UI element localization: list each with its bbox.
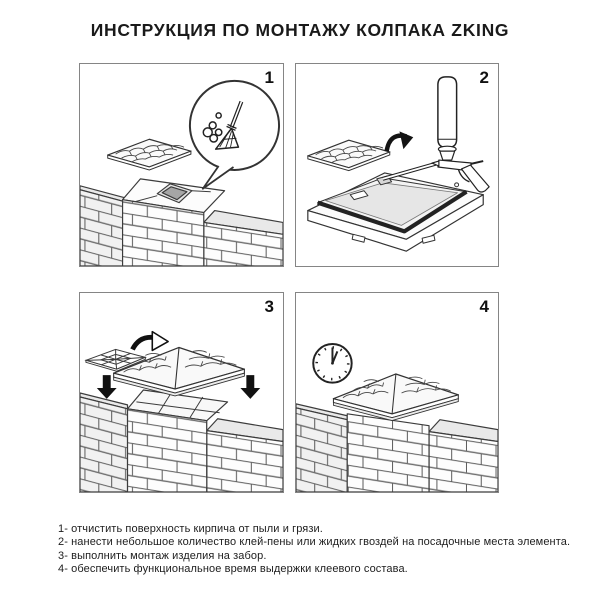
step-number-2: 2 bbox=[479, 68, 489, 87]
step-number-3: 3 bbox=[264, 297, 274, 316]
step3-illustration bbox=[80, 293, 283, 492]
pillar bbox=[347, 414, 429, 492]
speech-bubble bbox=[190, 81, 279, 189]
down-arrow-icon bbox=[240, 375, 260, 399]
cap-top-view bbox=[108, 139, 191, 170]
cap-installed bbox=[333, 374, 458, 421]
flip-arrow-icon bbox=[132, 332, 168, 351]
clock-icon bbox=[313, 344, 351, 383]
step-number-1: 1 bbox=[264, 68, 274, 87]
instruction-step-3: 3- выполнить монтаж изделия на забор. bbox=[58, 549, 267, 562]
glue-canister bbox=[438, 77, 457, 147]
instruction-step-4: 4- обеспечить функциональное время выдержки клеевого состава. bbox=[58, 562, 408, 575]
step-panel-2 bbox=[295, 63, 499, 267]
step1-illustration bbox=[80, 64, 283, 266]
instruction-step-1: 1- отчистить поверхность кирпича от пыли и грязи. bbox=[58, 523, 323, 535]
brick-fence bbox=[80, 179, 283, 266]
brick-fence bbox=[80, 390, 283, 492]
gun-grip bbox=[462, 165, 490, 192]
step-panel-1 bbox=[79, 63, 284, 267]
step-number-4: 4 bbox=[479, 297, 489, 316]
instruction-step-2: 2- нанести небольшое количество клей-пены или жидких гвоздей на посадочные места элемента. bbox=[58, 536, 571, 549]
step-panel-3 bbox=[79, 292, 284, 493]
cap-underside-small bbox=[308, 140, 390, 170]
cap-underside-tray bbox=[308, 173, 483, 251]
page-title: ИНСТРУКЦИЯ ПО МОНТАЖУ КОЛПАКА ZKING bbox=[90, 20, 510, 40]
step2-illustration bbox=[296, 64, 498, 266]
flip-arrow-icon bbox=[387, 131, 414, 151]
step4-illustration bbox=[296, 293, 498, 492]
instruction-steps bbox=[58, 523, 594, 576]
step-panel-4 bbox=[295, 292, 499, 493]
